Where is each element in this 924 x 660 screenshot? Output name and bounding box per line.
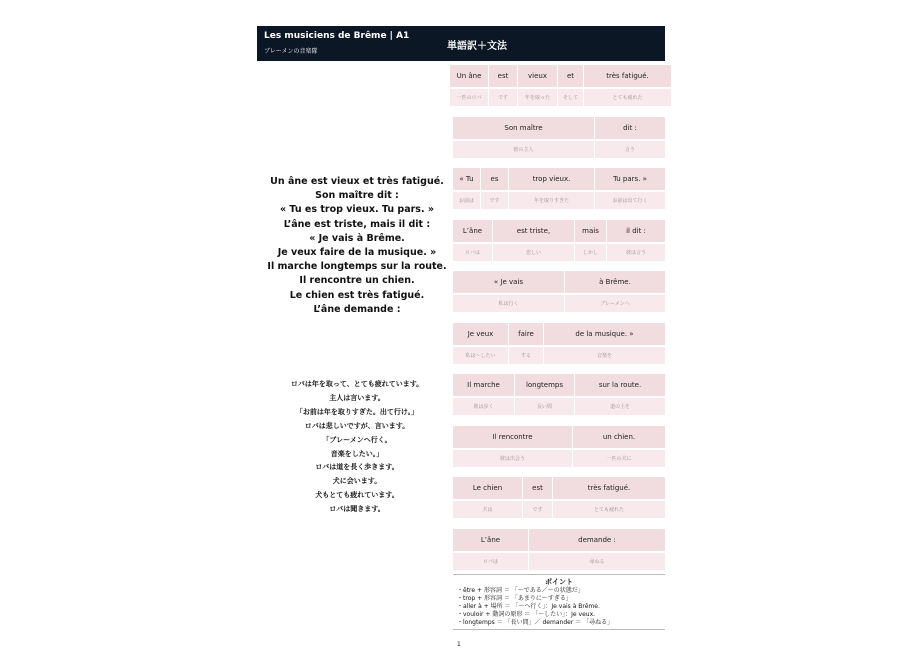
french-word: à Brême. [599, 278, 631, 286]
french-word: L’âne [453, 220, 493, 242]
japanese-word-row [453, 244, 665, 261]
french-line: Un âne est vieux et très fatigué. [270, 176, 444, 187]
japanese-word: 彼は歩く [453, 398, 515, 415]
french-line: L’âne demande : [313, 303, 401, 315]
french-word-row [453, 220, 665, 242]
grammar-point: ・vouloir + 動詞の原形 ＝ 「〜したい」：Je veux. [457, 611, 596, 618]
japanese-line: 「ブレーメンへ行く。 [322, 435, 392, 444]
japanese-line: ロバは道を長く歩きます。 [315, 463, 399, 472]
french-word-row [450, 65, 671, 87]
french-word: trop vieux. [509, 168, 595, 190]
japanese-word-row [453, 450, 665, 467]
document-header [257, 26, 665, 61]
japanese-line: 犬に会います。 [332, 477, 382, 486]
japanese-word: 彼は言う [625, 250, 646, 256]
french-word: Le chien [453, 477, 523, 499]
japanese-word: する [509, 347, 544, 364]
japanese-word-row [453, 141, 665, 158]
french-word: « Tu [453, 168, 481, 190]
french-word: Un âne [450, 65, 489, 87]
french-word-row [453, 117, 665, 139]
french-word: sur la route. [598, 381, 642, 389]
french-line: L’âne est triste, mais il dit : [283, 218, 431, 230]
japanese-word: お前は [453, 192, 481, 209]
japanese-word: そして [558, 89, 584, 106]
japanese-word: 年を取った [518, 89, 558, 106]
japanese-word: とても疲れた [593, 507, 624, 513]
french-word: demande : [578, 536, 616, 544]
japanese-word-row [450, 89, 671, 106]
japanese-line: ロバは悲しいですが、言います。 [304, 421, 410, 430]
japanese-line: ロバは年を取って、とても疲れています。 [290, 380, 424, 388]
french-word: L’âne [453, 529, 529, 551]
japanese-word: ロバは [453, 553, 529, 570]
japanese-word: 一匹の犬に [606, 456, 632, 462]
japanese-word: とても疲れた [612, 95, 643, 101]
japanese-word: ブレーメンへ [600, 301, 630, 307]
french-word: Tu pars. » [613, 175, 647, 183]
french-word: Il marche [453, 374, 515, 396]
japanese-word: 長い間 [515, 398, 575, 415]
japanese-word: 言う [624, 147, 635, 153]
french-word: de la musique. » [575, 330, 634, 338]
vocab-block-4 [453, 220, 665, 261]
japanese-word: 道の上を [609, 404, 630, 410]
japanese-translation-text [257, 378, 457, 517]
french-word: Son maître [453, 117, 595, 139]
vocab-block-2 [453, 117, 665, 158]
french-word: faire [509, 323, 544, 345]
french-word: est [489, 65, 518, 87]
japanese-word-row [453, 501, 665, 518]
french-word: est [523, 477, 553, 499]
french-line: Je veux faire de la musique. » [277, 247, 437, 259]
page-number: 1 [457, 641, 461, 648]
french-word-row [453, 477, 665, 499]
french-word: et [558, 65, 584, 87]
french-word: longtemps [515, 374, 575, 396]
french-word: Je veux [453, 323, 509, 345]
japanese-word: 悲しい [493, 244, 575, 261]
japanese-word: ロバは [453, 244, 493, 261]
french-word-row [453, 168, 665, 190]
vocab-block-8 [453, 426, 665, 467]
grammar-point: ・aller à + 場所 ＝ 「〜へ行く」：Je vais à Brême. [457, 603, 600, 610]
japanese-word: しかし [575, 244, 607, 261]
japanese-word: 尋ねる [589, 559, 605, 565]
japanese-word: です [489, 89, 518, 106]
french-word: très fatigué. [587, 484, 631, 492]
grammar-point: ・être + 形容詞 ＝ 「〜である／〜の状態だ」 [457, 587, 584, 594]
french-word: est triste, [493, 220, 575, 242]
vocab-block-9 [453, 477, 665, 518]
french-word: mais [575, 220, 607, 242]
french-line: Le chien est très fatigué. [289, 289, 425, 301]
japanese-line: 主人は言います。 [329, 393, 385, 402]
french-line: « Tu es trop vieux. Tu pars. » [279, 204, 435, 216]
japanese-word: です [523, 501, 553, 518]
french-line: Il marche longtemps sur la route. [267, 261, 447, 273]
grammar-point: ・longtemps ＝ 「長い間」／ demander ＝ 「尋ねる」 [457, 619, 614, 626]
french-word: dit : [623, 124, 637, 132]
french-word-row [453, 426, 665, 448]
japanese-word-row [453, 347, 665, 364]
japanese-word: 私は行く [453, 295, 565, 312]
grammar-points-box [453, 574, 665, 630]
section-title: 単語訳＋文法 [447, 41, 507, 52]
french-word: très fatigué. [606, 72, 649, 80]
french-line: Il rencontre un chien. [299, 275, 415, 287]
french-word-row [453, 529, 665, 551]
document-subtitle: ブレーメンの音楽隊 [264, 48, 318, 55]
japanese-word-row [453, 192, 665, 209]
french-word: un chien. [602, 433, 636, 441]
french-word: vieux [518, 65, 558, 87]
japanese-line: ロバは聞きます。 [329, 505, 385, 514]
document-title: Les musiciens de Brême | A1 [264, 31, 410, 41]
vocab-block-5 [453, 271, 665, 312]
vocab-block-10 [453, 529, 665, 570]
french-word: « Je vais [453, 271, 565, 293]
grammar-point: ・trop + 形容詞 ＝ 「あまりに〜すぎる」 [457, 595, 572, 602]
japanese-word: 一匹のロバ [450, 89, 489, 106]
japanese-word: です [481, 192, 509, 209]
japanese-word: 私は〜したい [453, 347, 509, 364]
japanese-word: 年を取りすぎた [509, 192, 595, 209]
japanese-word-row [453, 553, 665, 570]
japanese-word: 音楽を [596, 353, 612, 359]
vocab-block-7 [453, 374, 665, 415]
french-word-row [453, 374, 665, 396]
french-word: il dit : [626, 227, 646, 235]
japanese-line: 犬もとても疲れています。 [315, 491, 399, 500]
grammar-points-title: ポイント [545, 578, 573, 586]
french-word: es [481, 168, 509, 190]
japanese-word: 犬は [453, 501, 523, 518]
japanese-line: 音楽をしたい。」 [330, 449, 384, 458]
french-line: « Je vais à Brême. [309, 232, 405, 244]
french-word-row [453, 271, 665, 293]
japanese-line: 「お前は年を取りすぎた。出て行け。」 [295, 407, 419, 416]
french-story-text [257, 175, 457, 317]
japanese-word: お前は出て行く [612, 198, 648, 204]
vocab-block-1 [450, 65, 671, 106]
japanese-word: 彼の主人 [453, 141, 595, 158]
french-word-row [453, 323, 665, 345]
vocab-block-6 [453, 323, 665, 364]
japanese-word-row [453, 295, 665, 312]
french-word: Il rencontre [453, 426, 573, 448]
japanese-word-row [453, 398, 665, 415]
vocab-block-3 [453, 168, 665, 209]
french-line: Son maître dit : [315, 190, 399, 202]
japanese-word: 彼は出会う [453, 450, 573, 467]
